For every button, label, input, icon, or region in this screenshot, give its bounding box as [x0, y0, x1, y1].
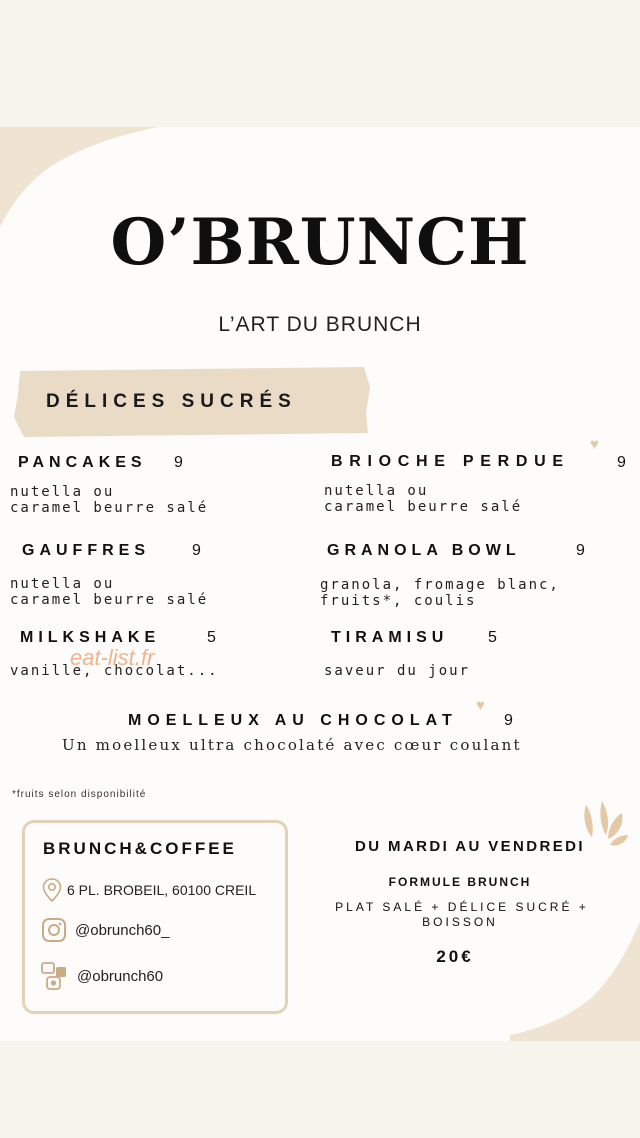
item-name-moelleux-au-chocolat: MOELLEUX AU CHOCOLAT	[128, 712, 458, 729]
section-title-delices-sucres: DÉLICES SUCRÉS	[46, 391, 297, 412]
footnote: *fruits selon disponibilité	[12, 789, 147, 800]
contact-snapchat[interactable]	[41, 961, 163, 991]
item-name-pancakes: PANCAKES	[18, 454, 147, 471]
watermark: eat-list.fr	[70, 645, 155, 670]
contact-instagram[interactable]	[41, 917, 169, 943]
restaurant-title: O’BRUNCH	[110, 205, 530, 280]
formule-desc-line2: BOISSON	[422, 915, 498, 929]
formule-price: 20€	[436, 947, 474, 966]
item-desc-milkshake: vanille, chocolat...	[10, 663, 219, 679]
item-desc-brioche-perdue: nutella ou caramel beurre salé	[324, 483, 523, 515]
item-name-granola-bowl: GRANOLA BOWL	[327, 542, 521, 559]
item-name-milkshake: MILKSHAKE	[20, 629, 161, 646]
formule-days: DU MARDI AU VENDREDI	[355, 838, 585, 855]
item-name-tiramisu: TIRAMISU	[331, 629, 449, 646]
snapchat-handle[interactable]: @obrunch60	[77, 967, 164, 985]
heart-icon: ♥	[476, 697, 485, 714]
item-name-brioche-perdue: BRIOCHE PERDUE	[331, 453, 570, 470]
item-desc-granola-bowl: granola, fromage blanc, fruits*, coulis	[320, 577, 560, 609]
formule-desc-line1: PLAT SALÉ + DÉLICE SUCRÉ +	[335, 900, 589, 914]
item-desc-gauffres: nutella ou caramel beurre salé	[10, 576, 209, 608]
heart-icon: ♥	[590, 436, 599, 453]
decorative-blob-bottom-right	[510, 921, 640, 1041]
item-desc-tiramisu: saveur du jour	[324, 663, 471, 679]
address-text: 6 PL. BROBEIL, 60100 CREIL	[67, 882, 257, 898]
item-price-pancakes: 9	[174, 454, 183, 471]
location-pin-icon	[41, 877, 63, 903]
instagram-handle[interactable]: @obrunch60_	[75, 921, 170, 939]
item-price-moelleux-au-chocolat: 9	[504, 712, 513, 729]
contact-address	[41, 877, 256, 903]
formule-name: FORMULE BRUNCH	[388, 875, 532, 889]
item-desc-pancakes: nutella ou caramel beurre salé	[10, 484, 209, 516]
item-price-granola-bowl: 9	[576, 542, 585, 559]
contact-box	[22, 820, 288, 1014]
restaurant-subtitle: L’ART DU BRUNCH	[218, 313, 422, 336]
item-price-tiramisu: 5	[488, 629, 497, 646]
social-icons-cluster-icon	[41, 961, 69, 991]
menu-card	[0, 127, 640, 1041]
contact-title: BRUNCH&COFFEE	[43, 839, 237, 858]
instagram-icon	[41, 917, 67, 943]
item-price-gauffres: 9	[192, 542, 201, 559]
item-price-milkshake: 5	[207, 629, 216, 646]
item-name-gauffres: GAUFFRES	[22, 542, 150, 559]
item-price-brioche-perdue: 9	[617, 454, 626, 471]
item-desc-moelleux-au-chocolat: Un moelleux ultra chocolaté avec cœur coulant	[62, 736, 522, 754]
